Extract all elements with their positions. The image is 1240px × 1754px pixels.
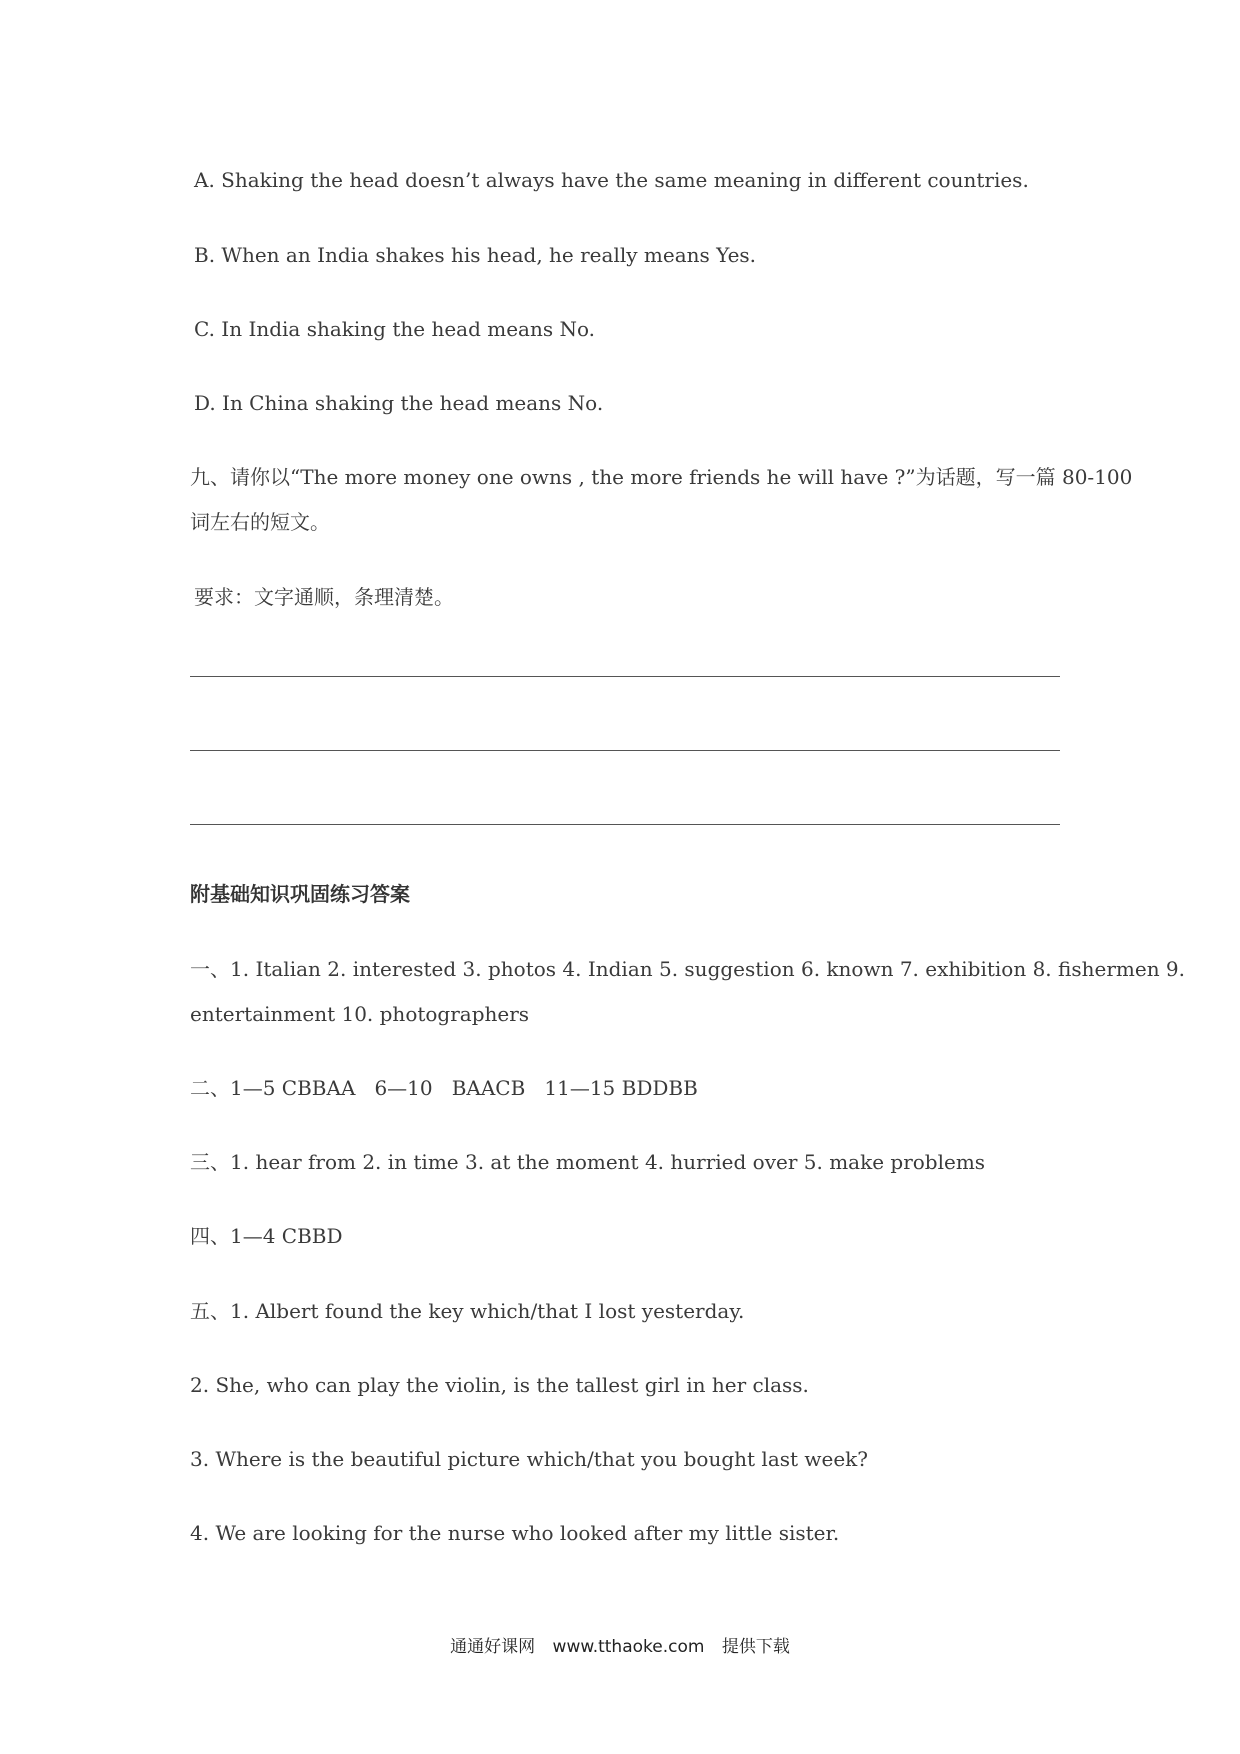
answers-section1-line2: entertainment 10. photographers — [190, 1002, 530, 1026]
answers-section4: 四、1—4 CBBD — [190, 1224, 343, 1248]
option-c: C. In India shaking the head means No. — [194, 317, 596, 341]
answers-section1-line1: 一、1. Italian 2. interested 3. photos 4. Indian 5. suggestion 6. known 7. exhibition 8. fishermen 9. — [190, 957, 1186, 981]
writing-prompt-line2: 词左右的短文。 — [190, 510, 330, 534]
writing-requirement: 要求：文字通顺，条理清楚。 — [194, 585, 454, 609]
answer-blank-line-2 — [190, 750, 1060, 751]
answers-heading: 附基础知识巩固练习答案 — [190, 882, 410, 906]
page-footer — [0, 1632, 1240, 1657]
answers-section5-4: 4. We are looking for the nurse who looked after my little sister. — [190, 1521, 840, 1545]
answers-section5-1: 五、1. Albert found the key which/that I lost yesterday. — [190, 1299, 745, 1323]
answers-section2: 二、1—5 CBBAA 6—10 BAACB 11—15 BDDBB — [190, 1076, 698, 1100]
footer-suffix: 提供下载 — [721, 1637, 790, 1657]
footer-url[interactable]: www.tthaoke.com — [552, 1637, 705, 1657]
footer-site-name: 通通好课网 — [450, 1637, 536, 1657]
answers-section5-2: 2. She, who can play the violin, is the tallest girl in her class. — [190, 1373, 809, 1397]
option-a: A. Shaking the head doesn’t always have the same meaning in different countries. — [194, 168, 1029, 192]
answers-section3: 三、1. hear from 2. in time 3. at the moment 4. hurried over 5. make problems — [190, 1150, 986, 1174]
writing-prompt-line1: 九、请你以“The more money one owns , the more friends he will have ?”为话题，写一篇 80-100 — [190, 465, 1133, 489]
option-d: D. In China shaking the head means No. — [194, 391, 604, 415]
answer-blank-line-3 — [190, 824, 1060, 825]
answer-blank-line-1 — [190, 676, 1060, 677]
option-b: B. When an India shakes his head, he really means Yes. — [194, 243, 757, 267]
answers-section5-3: 3. Where is the beautiful picture which/that you bought last week? — [190, 1447, 869, 1471]
